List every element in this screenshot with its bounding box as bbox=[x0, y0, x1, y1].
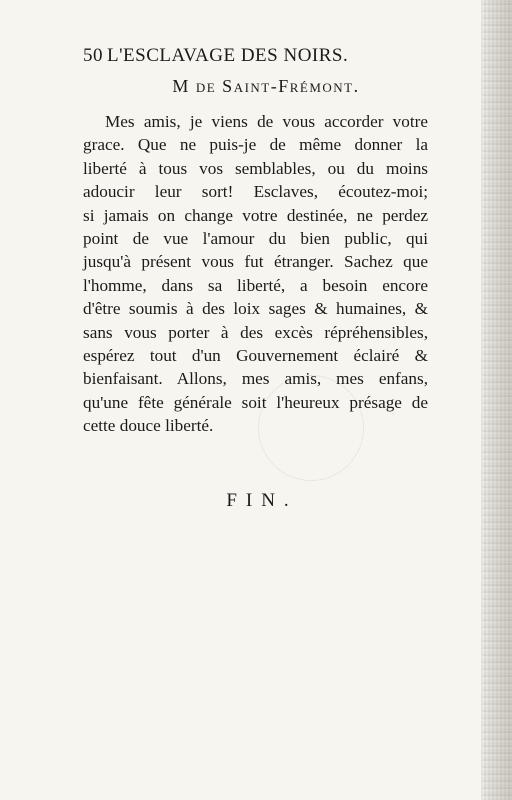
text-line: grace. Que ne puis-je de même donner la bbox=[83, 135, 428, 155]
closing-fin: FIN. bbox=[226, 490, 298, 511]
text-line: d'être soumis à des loix sages & humaines, & bbox=[83, 299, 428, 319]
text-line: adoucir leur sort! Esclaves, écoutez-moi; bbox=[83, 182, 428, 202]
text-line: Mes amis, je viens de vous accorder votre bbox=[105, 112, 428, 131]
running-title: L'ESCLAVAGE DES NOIRS. bbox=[107, 45, 349, 66]
speaker-heading: M de Saint-Frémont. bbox=[172, 76, 360, 96]
page-header bbox=[83, 45, 413, 67]
text-line: cette douce liberté. bbox=[83, 416, 214, 436]
text-line: qu'une fête générale soit l'heureux présage de bbox=[83, 392, 428, 412]
text-line: liberté à tous vos semblables, ou du moins bbox=[83, 158, 428, 178]
text-line: si jamais on change votre destinée, ne perdez bbox=[83, 205, 428, 225]
text-line: bienfaisant. Allons, mes amis, mes enfans, bbox=[83, 369, 428, 389]
binding-gutter bbox=[482, 0, 512, 800]
text-line: sans vous porter à des excès répréhensibles, bbox=[83, 322, 428, 342]
faint-library-stamp bbox=[258, 375, 364, 481]
body-paragraph bbox=[83, 110, 428, 438]
text-line: jusqu'à présent vous fut étranger. Sachez que bbox=[83, 252, 428, 272]
text-line: l'homme, dans sa liberté, a besoin encore bbox=[83, 275, 428, 295]
text-line: espérez tout d'un Gouvernement éclairé & bbox=[83, 346, 428, 366]
text-line: point de vue l'amour du bien public, qui bbox=[83, 229, 428, 249]
page-number: 50 bbox=[83, 45, 103, 66]
